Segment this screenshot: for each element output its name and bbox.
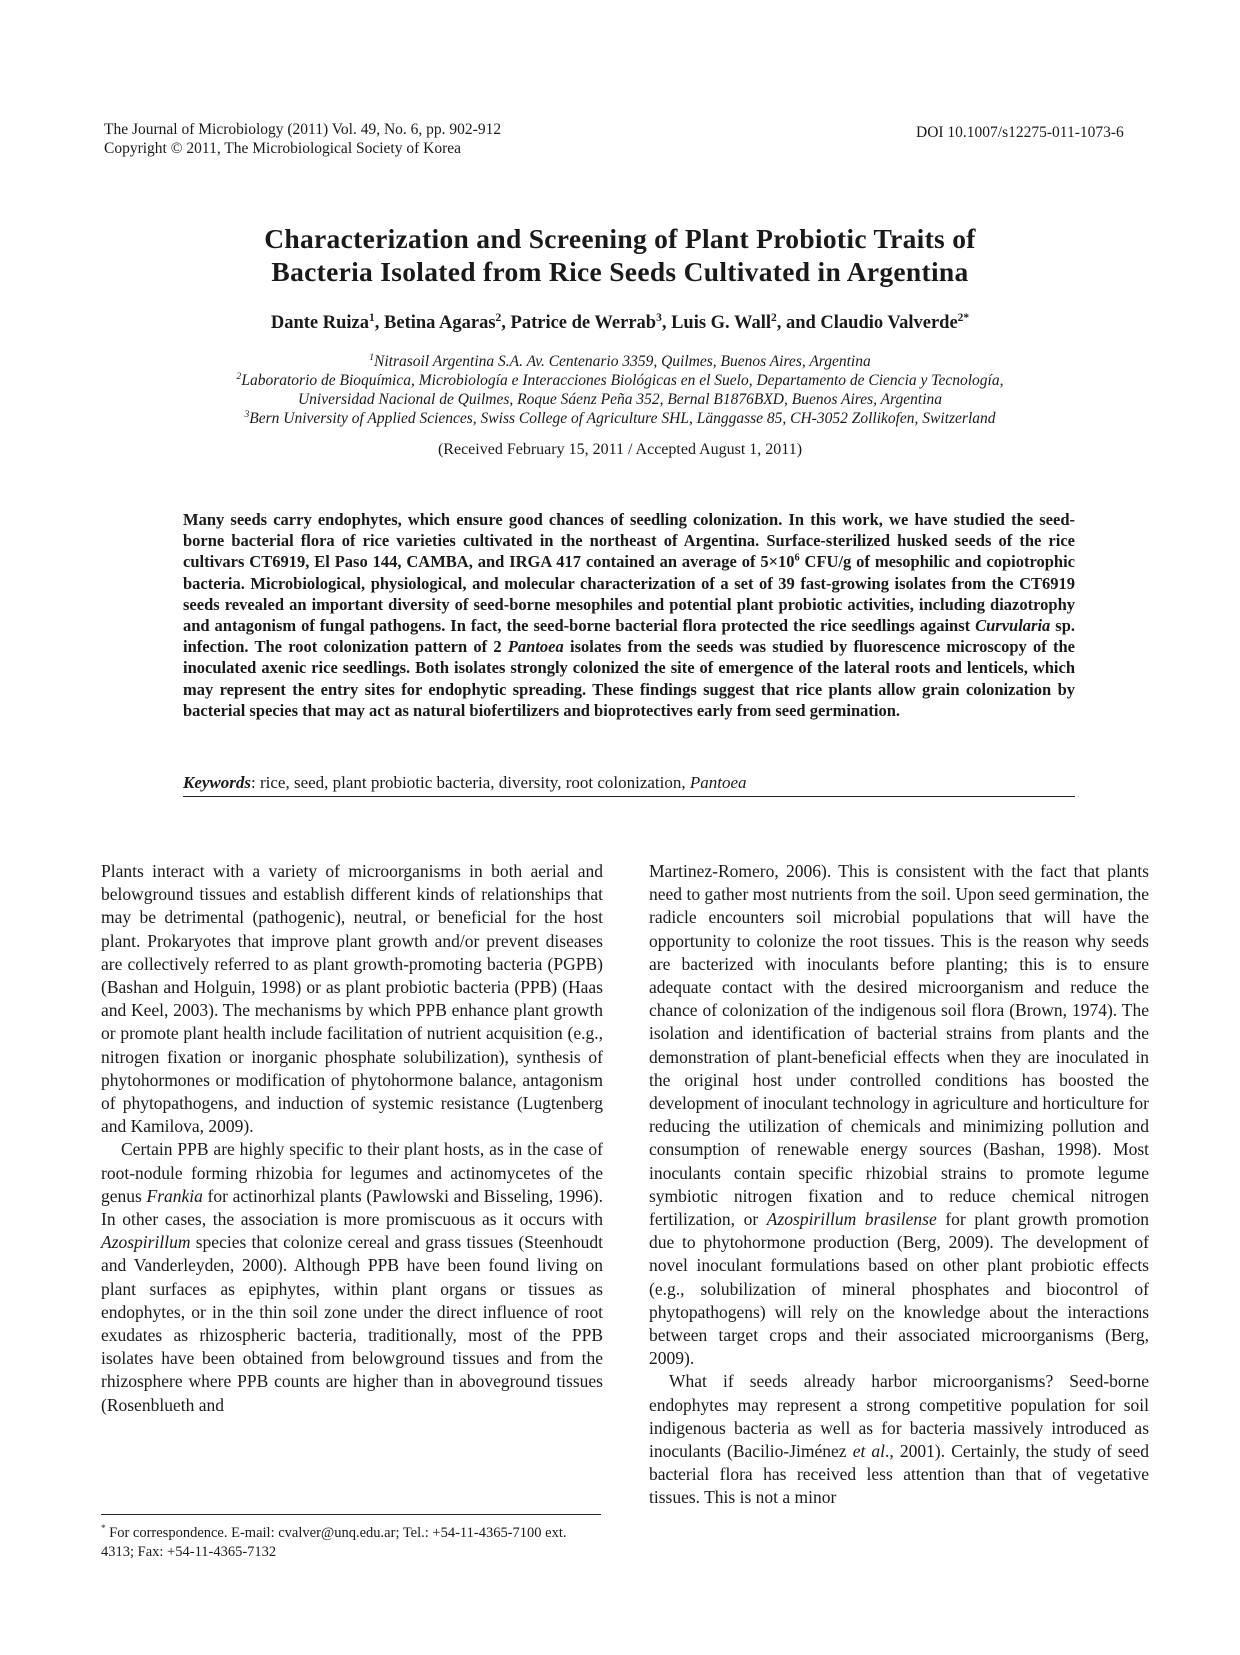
author-list	[130, 311, 1110, 335]
body-paragraph: What if seeds already harbor microorganisms? Seed-borne endophytes may represent a strong competitive population for soil indigenous bacteria as well as for bacteria massively introduced as inoculants (Bacilio-Jiménez et al., 2001). Certainly, the study of seed bacterial flora has received less attention than that of vegetative tissues. This is not a minor	[649, 1371, 1149, 1508]
journal-citation: The Journal of Microbiology (2011) Vol. 49, No. 6, pp. 902-912	[104, 121, 502, 138]
author: Betina Agaras$^2$,	[384, 311, 511, 333]
body-column-right	[649, 860, 1149, 1510]
title-line-1: Characterization and Screening of Plant Probiotic Traits of	[264, 223, 976, 254]
keywords-divider	[183, 796, 1075, 797]
author: Dante Ruiza$^1$,	[270, 311, 385, 333]
footnote-divider	[101, 1514, 601, 1515]
author: Luis G. Wall$^2$, and	[671, 311, 821, 333]
abstract: Many seeds carry endophytes, which ensure good chances of seedling colonization. In this work, we have studied the seed-borne bacterial flora of rice varieties cultivated in the northeast of Argentina. Surface-sterilized husked seeds of the rice cultivars CT6919, El Paso 144, CAMBA, and IRGA 417 contained an average of $5\times 10^6$ CFU/g of mesophilic and copiotrophic bacteria. Microbiological, physiological, and molecular characterization of a set of 39 fast-growing isolates from the CT6919 seeds revealed an important diversity of seed-borne mesophiles and potential plant probiotic activities, including diazotrophy and antagonism of fungal pathogens. In fact, the seed-borne bacterial flora protected the rice seedlings against Curvularia sp. infection. The root colonization pattern of 2 Pantoea isolates from the seeds was studied by fluorescence microscopy of the inoculated axenic rice seedlings. Both isolates strongly colonized the site of emergence of the lateral roots and lenticels, which may represent the entry sites for endophytic spreading. These findings suggest that rice plants allow grain colonization by bacterial species that may act as natural biofertilizers and bioprotectives early from seed germination.	[183, 510, 1075, 720]
affiliation: Universidad Nacional de Quilmes, Roque Sáenz Peña 352, Bernal B1876BXD, Buenos Aires, Argentina	[297, 391, 943, 408]
copyright-line: Copyright © 2011, The Microbiological Society of Korea	[104, 140, 462, 157]
affiliation: $^1$Nitrasoil Argentina S.A. Av. Centenario 3359, Quilmes, Buenos Aires, Argentina	[369, 351, 871, 370]
title-line-2: Bacteria Isolated from Rice Seeds Cultivated in Argentina	[271, 256, 969, 287]
paper-title	[130, 222, 1110, 288]
journal-header	[104, 120, 501, 158]
doi[interactable]: DOI 10.1007/s12275-011-1073-6	[916, 124, 1124, 141]
affiliation: $^2$Laboratorio de Bioquímica, Microbiología e Interacciones Biológicas en el Suelo, Departamento de Ciencia y Tecnología,	[236, 370, 1004, 389]
keywords: Keywords: rice, seed, plant probiotic bacteria, diversity, root colonization, Pantoea	[183, 773, 747, 792]
body-paragraph: Plants interact with a variety of microorganisms in both aerial and belowground tissues and establish different kinds of relationships that may be detrimental (pathogenic), neutral, or beneficial for the host plant. Prokaryotes that improve plant growth and/or prevent diseases are collectively referred to as plant growth-promoting bacteria (PGPB) (Bashan and Holguin, 1998) or as plant probiotic bacteria (PPB) (Haas and Keel, 2003). The mechanisms by which PPB enhance plant growth or promote plant health include facilitation of nutrient acquisition (e.g., nitrogen fixation or inorganic phosphate solubilization), synthesis of phytohormones or modification of phytohormone balance, antagonism of phytopathogens, and induction of systemic resistance (Lugtenberg and Kamilova, 2009).	[101, 861, 603, 1137]
body-paragraph: Martinez-Romero, 2006). This is consistent with the fact that plants need to gather most nutrients from the soil. Upon seed germination, the radicle encounters soil microbial populations that will have the opportunity to colonize the root tissues. This is the reason why seeds are bacterized with inoculants before planting; this is to ensure adequate contact with the desired microorganism and reduce the chance of colonization of the indigenous soil flora (Brown, 1974). The isolation and identification of bacterial strains from plants and the demonstration of plant-beneficial effects when they are inoculated in the original host under controlled conditions has boosted the development of inoculant technology in agriculture and horticulture for reducing the utilization of chemicals and minimizing pollution and consumption of renewable energy sources (Bashan, 1998). Most inoculants contain specific rhizobial strains to promote legume symbiotic nitrogen fixation and to reduce chemical nitrogen fertilization, or Azospirillum brasilense for plant growth promotion due to phytohormone production (Berg, 2009). The development of novel inoculant formulations based on other plant probiotic effects (e.g., solubilization of mineral phosphates and biocontrol of phytopathogens) will rely on the knowledge about the interactions between target crops and their associated microorganisms (Berg, 2009).	[649, 861, 1149, 1369]
body-column-left	[101, 860, 603, 1417]
author: Claudio Valverde$^{2*}$	[820, 311, 970, 333]
author: Patrice de Werrab$^3$,	[510, 311, 672, 333]
body-paragraph: Certain PPB are highly specific to their plant hosts, as in the case of root-nodule forming rhizobia for legumes and actinomycetes of the genus Frankia for actinorhizal plants (Pawlowski and Bisseling, 1996). In other cases, the association is more promiscuous as it occurs with Azospirillum species that colonize cereal and grass tissues (Steenhoudt and Vanderleyden, 2000). Although PPB have been found living on plant surfaces as epiphytes, within plant organs or tissues as endophytes, or in the thin soil zone under the direct influence of root exudates as rhizospheric bacteria, traditionally, most of the PPB isolates have been obtained from belowground tissues and from the rhizosphere where PPB counts are higher than in aboveground tissues (Rosenblueth and	[101, 1139, 603, 1415]
affiliations	[130, 352, 1110, 428]
keywords-label: Keywords	[183, 773, 251, 792]
affiliation: $^3$Bern University of Applied Sciences, Swiss College of Agriculture SHL, Länggasse 85, CH-3052 Zollikofen, Switzerland	[244, 408, 996, 427]
received-dates: (Received February 15, 2011 / Accepted August 1, 2011)	[437, 441, 803, 458]
correspondence-footnote: * For correspondence. E-mail: cvalver@unq.edu.ar; Tel.: +54-11-4365-7100 ext. 4313; Fax: +54-11-4365-7132	[101, 1523, 567, 1560]
